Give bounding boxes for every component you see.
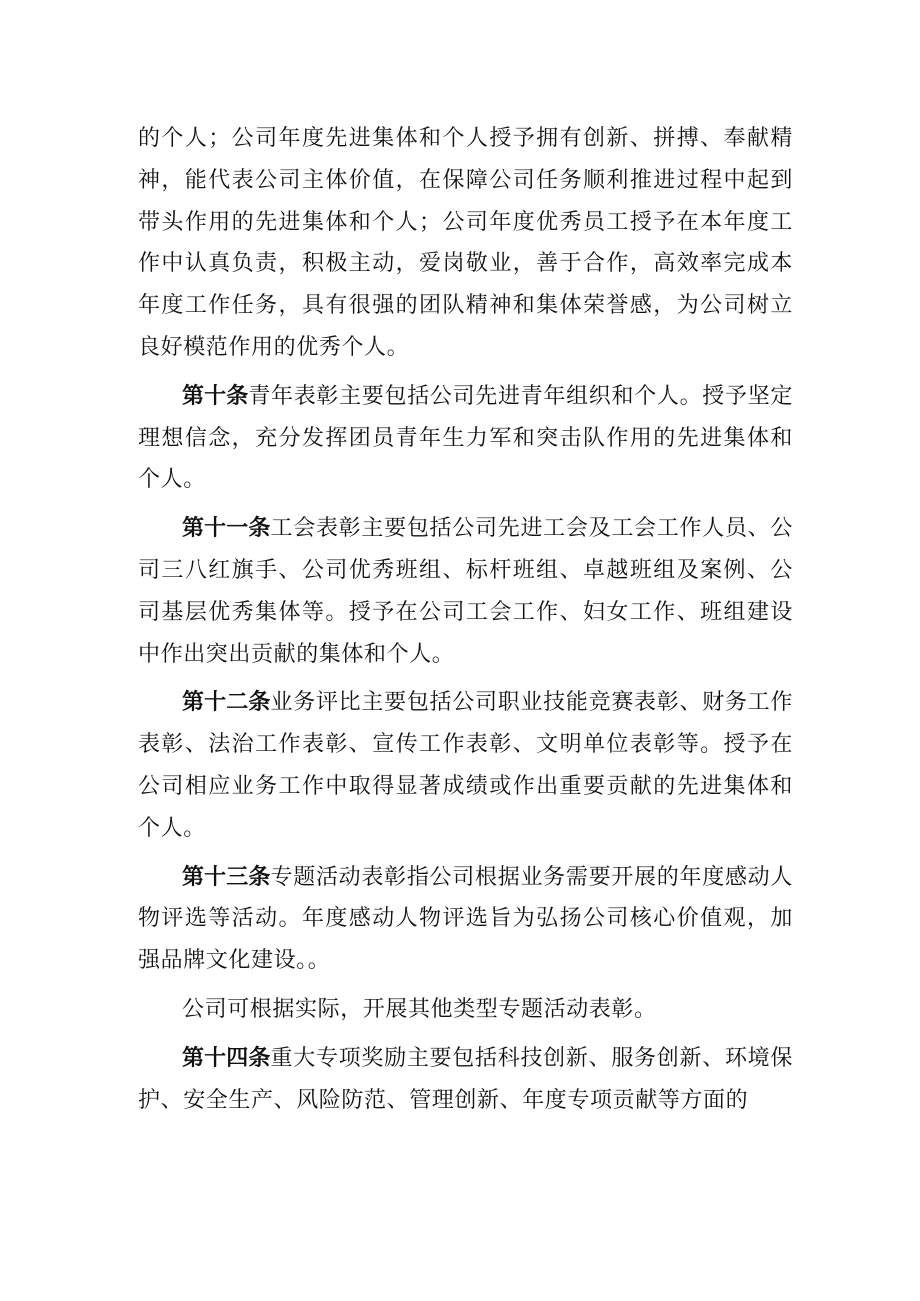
document-body — [138, 118, 793, 1128]
article-14 — [138, 1038, 793, 1122]
article-13-note — [138, 989, 793, 1031]
paragraph-text: 公司可根据实际，开展其他类型专题活动表彰。 — [182, 996, 657, 1022]
article-10 — [138, 376, 793, 501]
article-label: 第十一条 — [182, 516, 271, 542]
article-13 — [138, 857, 793, 982]
paragraph-text: 的个人；公司年度先进集体和个人授予拥有创新、拼搏、奉献精神，能代表公司主体价值，在保障公司任务顺利推进过程中起到带头作用的先进集体和个人；公司年度优秀员工授予在本年度工作中认真负责，积极主动，爱岗敬业，善于合作，高效率完成本年度工作任务，具有很强的团队精神和集体荣誉感，为公司树立良好模范作用的优秀个人。 — [138, 126, 793, 360]
article-text: 专题活动表彰指公司根据业务需要开展的年度感动人物评选等活动。年度感动人物评选旨为弘扬公司核心价值观，加强品牌文化建设。。 — [138, 864, 793, 974]
article-label: 第十三条 — [182, 864, 271, 890]
article-text: 重大专项奖励主要包括科技创新、服务创新、环境保护、安全生产、风险防范、管理创新、年度专项贡献等方面的 — [138, 1045, 793, 1113]
article-text: 工会表彰主要包括公司先进工会及工会工作人员、公司三八红旗手、公司优秀班组、标杆班组、卓越班组及案例、公司基层优秀集体等。授予在公司工会工作、妇女工作、班组建设中作出突出贡献的集体和个人。 — [138, 516, 793, 667]
article-text: 青年表彰主要包括公司先进青年组织和个人。授予坚定理想信念，充分发挥团员青年生力军和突击队作用的先进集体和个人。 — [138, 383, 793, 493]
article-text: 业务评比主要包括公司职业技能竞赛表彰、财务工作表彰、法治工作表彰、宣传工作表彰、文明单位表彰等。授予在公司相应业务工作中取得显著成绩或作出重要贡献的先进集体和个人。 — [138, 690, 793, 841]
article-label: 第十条 — [182, 383, 249, 409]
paragraph-continuation — [138, 118, 793, 369]
article-11 — [138, 508, 793, 675]
article-label: 第十四条 — [182, 1045, 271, 1071]
article-12 — [138, 682, 793, 849]
article-label: 第十二条 — [182, 690, 271, 716]
